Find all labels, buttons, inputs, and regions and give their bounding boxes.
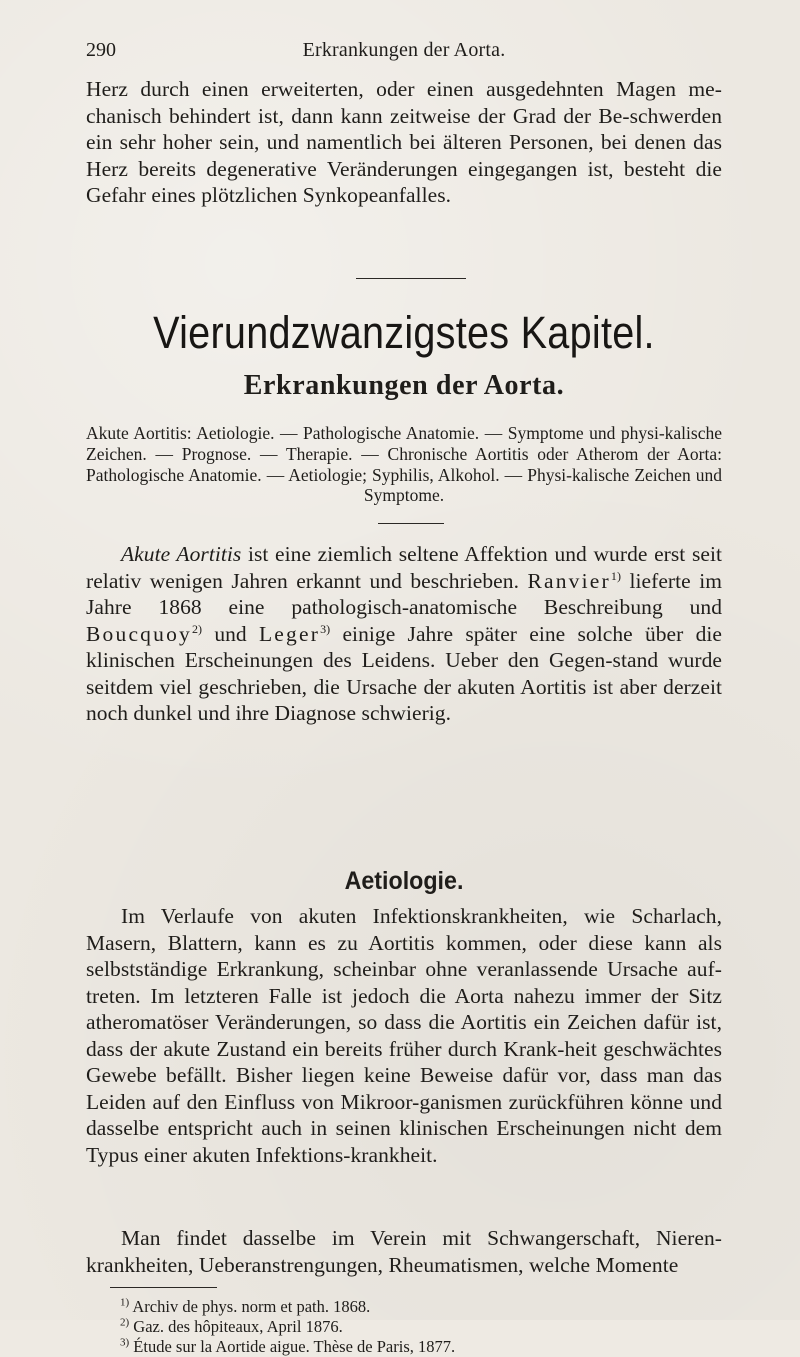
footnote-text-3: Étude sur la Aortide aigue. Thèse de Paris, 1877. xyxy=(133,1337,456,1356)
author-ranvier: Ranvier xyxy=(527,568,611,593)
footnote-mark-1: 1) xyxy=(120,1296,130,1309)
section-heading-aetiologie: Aetiologie. xyxy=(344,867,464,895)
page-number: 290 xyxy=(86,39,116,61)
paragraph1-text-c: und xyxy=(202,621,259,646)
footnote-ref-2: 2) xyxy=(191,621,203,636)
footnote-text-2: Gaz. des hôpiteaux, April 1876. xyxy=(133,1317,343,1336)
chapter-title: Vierundzwanzigstes Kapitel. xyxy=(153,307,655,358)
paragraph-aetiologie: Im Verlaufe von akuten Infektionskrankheiten, wie Scharlach, Masern, Blattern, kann es zu Aortitis kommen, oder diese kann als selbstständige Erkrankung, scheinbar ohne veranlassende Ursache auf-treten. Im letzteren Falle ist jedoch die Aorta nahezu immer der Sitz atheromatöser Veränderungen, so dass die Aortitis ein Zeichen dafür ist, dass der akute Zustand ein bereits früher durch Krank-heit geschwächtes Gewebe befällt. Bisher liegen keine Beweise dafür vor, dass man das Leiden auf den Einfluss von Mikroor-ganismen zurückführen könne und dasselbe entspricht auch in seinen klinischen Erscheinungen nicht dem Typus einer akuten Infektions-krankheit. xyxy=(86,904,722,1167)
paragraph1-text-d: einige Jahre später eine solche über die klinischen Erscheinungen des Leidens. Ueber den Gegen-stand wurde seitdem viel geschrieben, die Ursache der akuten Aortitis ist aber derzeit noch dunkel und ihre Diagnose schwierig. xyxy=(86,621,723,725)
paragraph1-text-b: lieferte im Jahre 1868 eine pathologisch-anatomische Beschreibung und xyxy=(86,568,723,619)
intro-paragraph: Herz durch einen erweiterten, oder einen ausgedehnten Magen me-chanisch behindert ist, dann kann zeitweise der Grad der Be-schwerden ein sehr hoher sein, und namentlich bei älteren Personen, bei denen das Herz bereits degenerative Veränderungen eingegangen ist, besteht die Gefahr eines plötzlichen Synkopeanfalles. xyxy=(86,77,722,207)
footnote-ref-1: 1) xyxy=(610,568,622,583)
author-leger: Leger xyxy=(258,621,321,646)
page-header xyxy=(86,36,722,64)
summary-divider xyxy=(378,523,444,524)
acute-aortitis-lead: Akute Aortitis xyxy=(121,542,242,566)
chapter-divider-top xyxy=(356,278,466,279)
footnote-ref-3: 3) xyxy=(320,621,331,636)
paragraph-acute-aortitis xyxy=(86,541,722,727)
footnote-mark-2: 2) xyxy=(120,1316,130,1329)
footnote-text-1: Archiv de phys. norm et path. 1868. xyxy=(132,1297,371,1316)
running-title: Erkrankungen der Aorta. xyxy=(302,39,506,61)
footnote-1 xyxy=(120,1297,722,1317)
footnote-mark-3: 3) xyxy=(120,1336,130,1349)
paragraph1-text-a: ist eine ziemlich seltene Affektion und wurde erst seit relativ wenigen Jahren erkannt und beschrieben. xyxy=(86,542,723,593)
footnote-2 xyxy=(120,1317,722,1337)
footnote-3 xyxy=(120,1337,722,1357)
footnote-divider xyxy=(110,1287,217,1288)
chapter-summary: Akute Aortitis: Aetiologie. — Pathologische Anatomie. — Symptome und physi-kalische Zeichen. — Prognose. — Therapie. — Chronische Aortitis oder Atherom der Aorta: Pathologische Anatomie. — Aetiologie; Syphilis, Alkohol. — Physi-kalische Zeichen und Symptome. xyxy=(86,423,722,506)
paragraph-associated-conditions: Man findet dasselbe im Verein mit Schwangerschaft, Nieren-krankheiten, Ueberanstrengungen, Rheumatismen, welche Momente xyxy=(86,1226,722,1277)
footnotes xyxy=(120,1297,722,1357)
author-boucquoy: Boucquoy xyxy=(86,621,192,646)
chapter-subtitle: Erkrankungen der Aorta. xyxy=(243,370,565,401)
